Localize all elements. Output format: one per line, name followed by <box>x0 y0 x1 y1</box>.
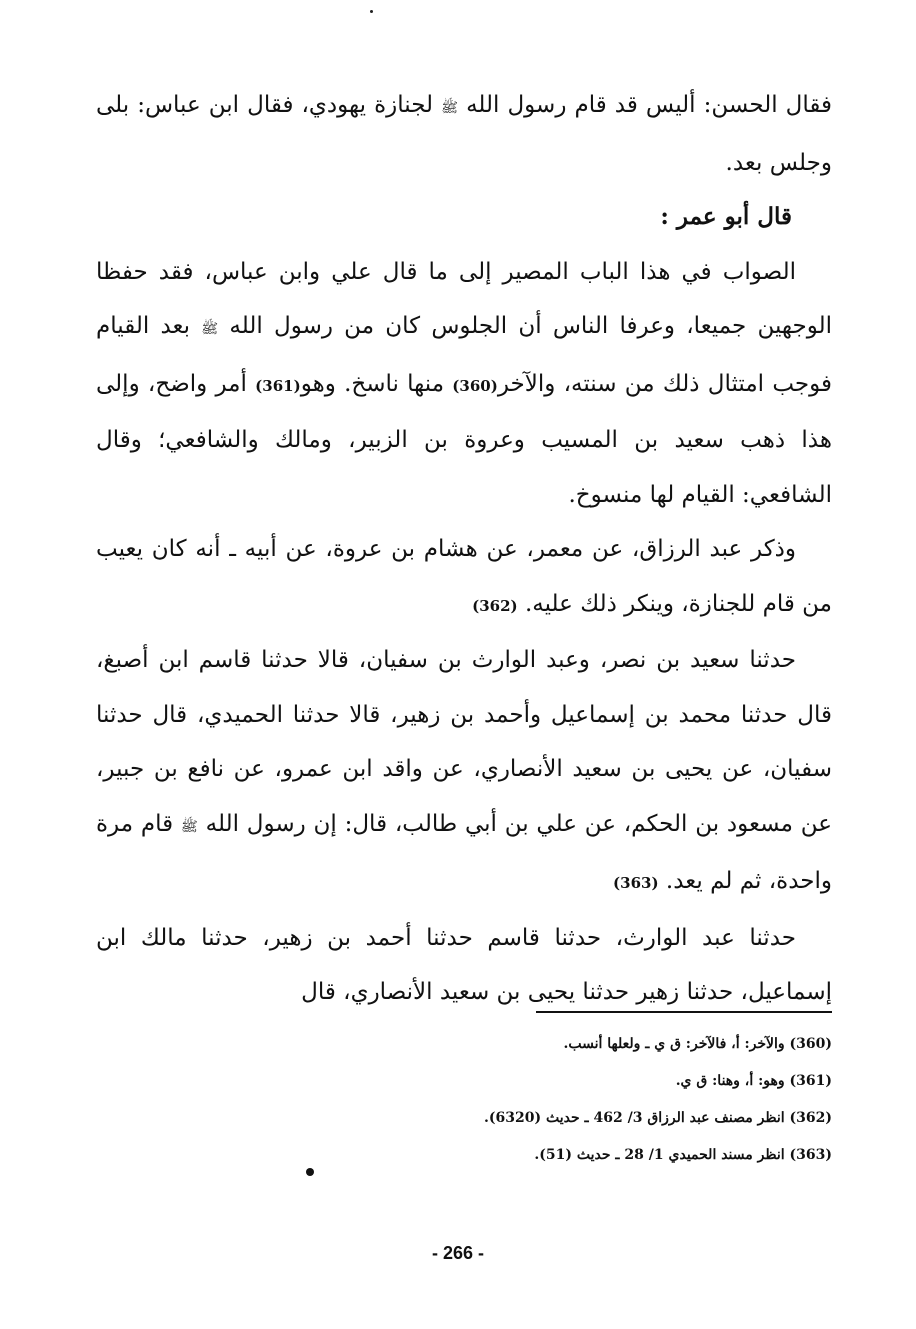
footnote-ref-362: (362) <box>472 596 518 615</box>
paragraph-3-text: وذكر عبد الرزاق، عن معمر، عن هشام بن عروة، عن أبيه ـ أنه كان يعيب من قام للجنازة، وينكر ذلك عليه. <box>96 536 832 617</box>
footnotes <box>300 1026 832 1174</box>
footnote-divider <box>536 1011 832 1013</box>
paragraph-1-part-a: فقال الحسن: أليس قد قام رسول الله <box>466 92 832 118</box>
paragraph-1 <box>96 78 832 190</box>
paragraph-1-part-b: لجنازة يهودي، فقال ابن عباس: بلى وجلس بعد. <box>96 92 832 176</box>
paragraph-2-part-b: بعد القيام فوجب امتثال ذلك من سنته، والآخر <box>96 313 832 397</box>
paragraph-2 <box>96 245 832 523</box>
footnote-361: (361) وهو: أ، وهنا: ق ي. <box>675 1073 832 1089</box>
footnote-ref-361: (361) <box>255 376 301 395</box>
paragraph-5-text: حدثنا عبد الوارث، حدثنا قاسم حدثنا أحمد بن زهير، حدثنا مالك ابن إسماعيل، حدثنا زهير حدثنا يحيى بن سعيد الأنصاري، قال <box>96 924 832 1005</box>
paragraph-2-part-a: الصواب في هذا الباب المصير إلى ما قال علي وابن عباس، فقد حفظا الوجهين جميعا، وعرفا الناس أن الجلوس كان من رسول الله <box>96 258 833 339</box>
section-heading: قال أبو عمر : <box>660 203 792 230</box>
honorific-glyph: ﷺ <box>201 321 219 337</box>
scan-speck <box>306 1168 314 1176</box>
footnote-ref-360: (360) <box>452 376 498 395</box>
paragraph-5 <box>96 911 832 1020</box>
page-number: - 266 - <box>431 1243 485 1263</box>
paragraph-4 <box>96 633 832 911</box>
scan-speck <box>370 10 373 13</box>
paragraph-2-part-d: أمر واضح، وإلى هذا ذهب سعيد بن المسيب وعروة بن الزبير، ومالك والشافعي؛ وقال الشافعي: القيام لها منسوخ. <box>96 370 832 508</box>
footnote-ref-363: (363) <box>613 874 659 892</box>
paragraph-4-part-a: حدثنا سعيد بن نصر، وعبد الوارث بن سفيان، قالا حدثنا قاسم ابن أصبغ، قال حدثنا محمد بن إسماعيل وأحمد بن زهير، قالا حدثنا الحميدي، قال حدثنا سفيان، عن يحيى بن سعيد الأنصاري، عن واقد ابن عمرو، عن نافع بن جبير، عن مسعود بن الحكم، عن علي بن أبي طالب، قال: إن رسول الله <box>96 647 833 837</box>
honorific-glyph: ﷺ <box>180 818 198 835</box>
main-text <box>96 78 832 1020</box>
paragraph-3 <box>96 522 832 633</box>
paragraph-4-part-b: قام مرة واحدة، ثم لم يعد. <box>96 810 832 894</box>
footnote-360: (360) والآخر: أ، فالآخر: ق ي ـ ولعلها أنسب. <box>563 1036 832 1052</box>
paragraph-2-part-c: منها ناسخ. وهو <box>300 370 445 397</box>
footnote-363: (363) انظر مسند الحميدي 1/ 28 ـ حديث (51). <box>534 1147 832 1163</box>
honorific-glyph: ﷺ <box>441 100 459 116</box>
footnote-362: (362) انظر مصنف عبد الرزاق 3/ 462 ـ حديث (6320). <box>484 1110 832 1126</box>
